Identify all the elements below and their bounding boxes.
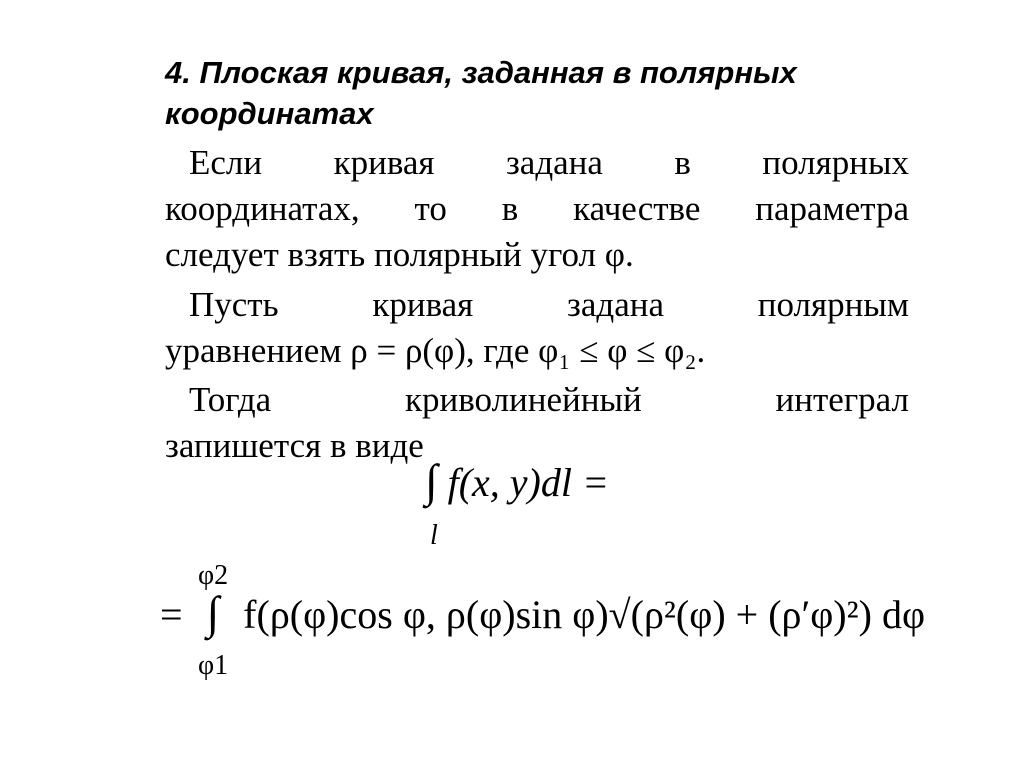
paragraph-line: запишется в виде: [165, 426, 424, 465]
paragraph-line: Пусть кривая задана полярным: [189, 285, 909, 324]
paragraph-line: Если кривая задана в полярных: [189, 143, 909, 182]
line-integral-formula: [425, 455, 609, 506]
integrand: f(x, y)dl =: [447, 460, 609, 505]
integral-sign: ∫: [206, 587, 220, 638]
integral-upper-limit: φ2: [198, 560, 229, 591]
paragraph-line: уравнением ρ = ρ(φ), где φ₁ ≤ φ ≤ φ₂.: [165, 331, 706, 370]
equals-sign: =: [160, 592, 183, 637]
paragraph-line: следует взять полярный угол φ.: [165, 235, 634, 274]
paragraph-polar-equation: [165, 282, 909, 374]
paragraph-line: координатах, то в качестве параметра: [165, 189, 909, 228]
paragraph-polar-parameter: [165, 140, 909, 278]
slide-title: 4. Плоская кривая, заданная в полярных координатах: [165, 55, 797, 131]
polar-equation: ρ = ρ(φ), где φ₁ ≤ φ ≤ φ₂.: [350, 331, 706, 370]
polar-integral-formula: [160, 587, 926, 638]
integral-lower-limit: φ1: [198, 650, 229, 681]
paragraph-integral-intro: [165, 377, 909, 469]
integral-sign: ∫: [425, 455, 438, 506]
integrand: f(ρ(φ)cos φ, ρ(φ)sin φ)√(ρ²(φ) + (ρ′φ)²) dφ: [243, 592, 926, 637]
paragraph-line: Тогда криволинейный интеграл: [189, 380, 909, 419]
integral-lower-limit: l: [430, 520, 438, 551]
